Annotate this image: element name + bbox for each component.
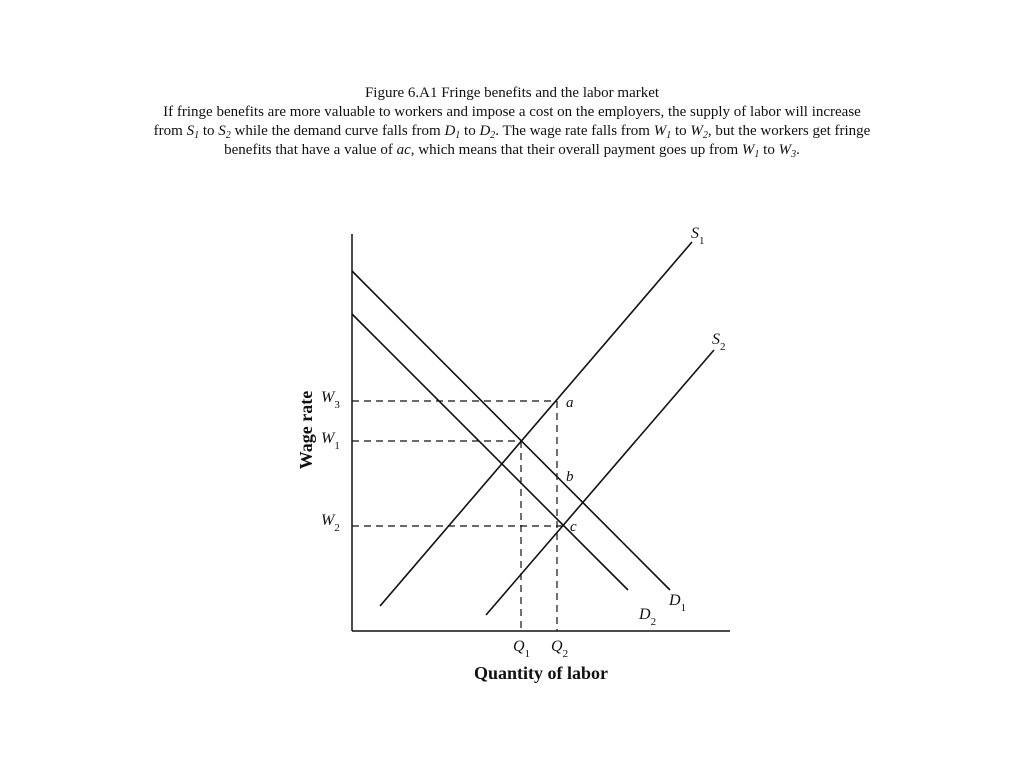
- caption-variable-subscript: 2: [490, 130, 496, 141]
- caption-text-segment: . The wage rate falls from: [495, 123, 654, 139]
- caption-variable-subscript: 1: [754, 149, 760, 160]
- q2-label: $Q_2$: [551, 638, 569, 660]
- x-axis-label: Quantity of labor: [473, 663, 609, 683]
- caption-variable-letter: W: [778, 142, 792, 158]
- caption-text-segment: to: [460, 123, 480, 139]
- point-c-label: c: [570, 519, 577, 535]
- point-b-label: b: [566, 469, 574, 485]
- caption-variable-letter: D: [444, 123, 456, 139]
- caption-variable-letter: ac: [396, 142, 411, 158]
- caption-variable-letter: S: [218, 123, 226, 139]
- w2-label: $W_2$: [321, 512, 340, 534]
- q1-label: $Q_1$: [513, 638, 531, 660]
- s1-label: $S_1$: [691, 225, 705, 247]
- w3-label: $W_3$: [321, 389, 340, 411]
- demand-curve-d1: [352, 271, 670, 590]
- figure-title: Figure 6.A1 Fringe benefits and the labor market: [364, 85, 660, 101]
- caption-variable-letter: W: [690, 123, 703, 139]
- caption-text-segment: If fringe benefits are more valuable to workers and impose a cost on the employers, the supply of labor will increase from: [153, 104, 861, 139]
- demand-curve-d2: [352, 314, 628, 590]
- caption-variable-letter: D: [479, 123, 491, 139]
- caption-variable-subscript: 1: [194, 130, 200, 141]
- caption-text-segment: to: [199, 123, 219, 139]
- caption-text-segment: .: [796, 142, 800, 158]
- w1-label: $W_1$: [321, 430, 340, 452]
- caption-text-segment: while the demand curve falls from: [230, 123, 445, 139]
- caption-text-segment: to: [759, 142, 779, 158]
- caption-text-segment: to: [671, 123, 691, 139]
- caption-variable-letter: W: [741, 142, 755, 158]
- caption-variable-letter: W: [653, 123, 667, 139]
- point-a-label: a: [566, 395, 574, 411]
- caption-variable-subscript: 1: [666, 130, 672, 141]
- d2-label: $D_2$: [639, 606, 657, 628]
- caption-variable-letter: S: [186, 123, 195, 139]
- caption-variable-subscript: 2: [225, 130, 231, 141]
- caption-variable-subscript: 2: [702, 130, 708, 141]
- caption-variable-subscript: 1: [455, 130, 461, 141]
- caption-text-segment: , but the workers get fringe benefits that have a value of: [224, 123, 871, 158]
- s2-label: $S_2$: [712, 331, 726, 353]
- caption-variable-subscript: 3: [791, 149, 797, 160]
- d1-label: $D_1$: [669, 592, 687, 614]
- caption-text-segment: , which means that their overall payment goes up from: [410, 142, 742, 158]
- y-axis-label: Wage rate: [296, 390, 316, 470]
- supply-curve-s1: [380, 242, 692, 606]
